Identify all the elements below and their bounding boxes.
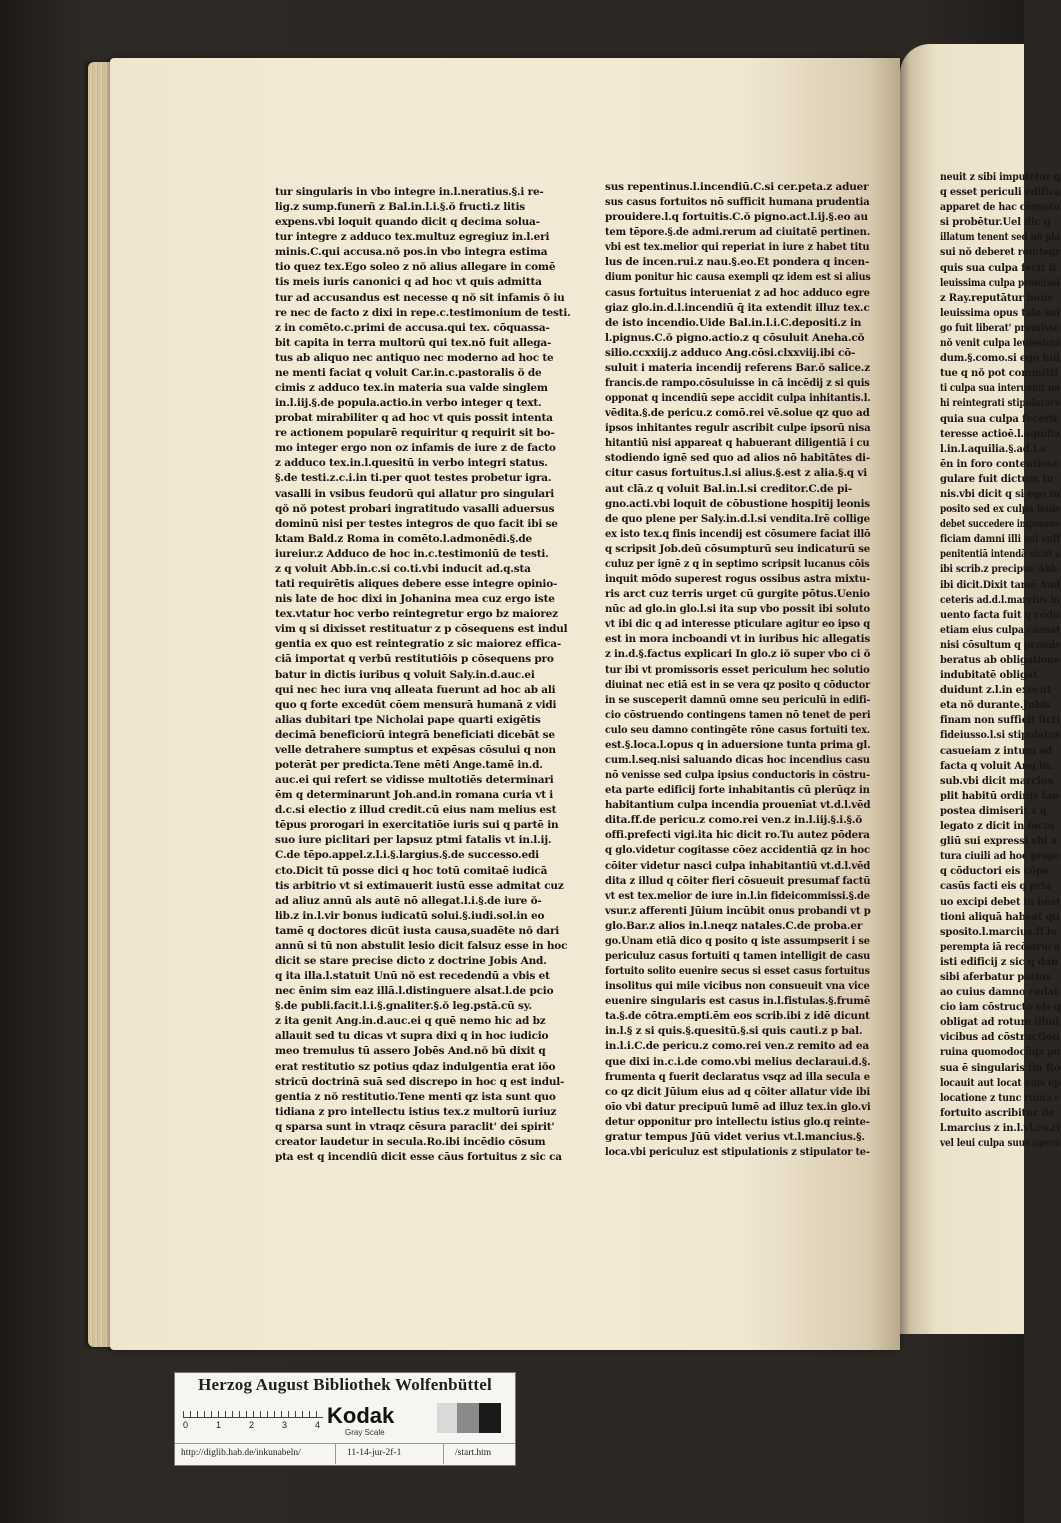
text-line: inquit mōdo superest rogus ossibus astra mixtu- <box>605 573 871 586</box>
text-line: offi.prefecti vigi.ita hic dicit ro.Tu autez pōdera <box>605 829 870 842</box>
text-line: poterāt per predicta.Tene mēti Ange.tamē in.d. <box>275 758 543 771</box>
text-line: cio cōstruendo contingens tamen nō tenet de peri <box>605 708 871 721</box>
text-line: gulare fuit dictum In <box>940 473 1054 485</box>
text-line: teresse actioē.l.aquilia <box>940 428 1061 440</box>
text-line: alias dubitari tpe Nicholai pape quarti exigētis <box>275 713 541 726</box>
text-line: qŏ nŏ potest probari ingratitudo vasalli aduersus <box>275 502 555 515</box>
text-line: gno.acti.vbi loquit de cōbustione hospitij leonis <box>605 497 870 510</box>
text-line: nis.vbi dicit q si ego in <box>940 488 1061 500</box>
text-line: ta.§.de cōtra.empti.ēm eos scrib.ibi z idē dicunt <box>605 1010 870 1023</box>
text-line: est.§.loca.l.opus q in aduersione tunta prima gl. <box>605 738 871 751</box>
text-line: tur singularis in vbo integre in.l.neratius.§.i re- <box>275 186 544 198</box>
text-line: isti edificij z sic q dan <box>940 956 1058 968</box>
text-line: leuissima culpa promissi <box>940 277 1060 289</box>
text-line: creator laudetur in secula.Ro.ibi incēdio cōsum <box>275 1135 546 1148</box>
text-line: tis meis iuris canonici q ad hoc vt quis admitta <box>275 276 542 289</box>
text-line: legato z dicit in facto <box>940 821 1055 833</box>
text-line: etiam eius culpa causat <box>940 624 1061 636</box>
text-line: gratur tempus Jūū videt verius vt.l.mancius.§. <box>605 1130 865 1143</box>
text-line: sua ē singularis fm Ro <box>940 1062 1061 1074</box>
text-line: z in.d.§.factus explicari In glo.z iŏ super vbo ci ŏ <box>605 648 871 661</box>
text-line: q scripsit Job.deū cōsumpturū seu indicaturū se <box>605 542 871 555</box>
gray-swatch-dark <box>479 1403 501 1433</box>
text-line: ciā importat q verbū restitutiōis p cōsequens pro <box>275 653 554 666</box>
text-line: diuinat nec etiā est in se vera qz posito q cōductor <box>605 678 871 691</box>
text-line: opponat q incendiū sepe accidit culpa inhitantis.l. <box>605 392 871 405</box>
text-line: fortuito ascribitur de <box>940 1107 1055 1119</box>
text-line: §.de testi.z.c.i.in ti.per quot testes probetur igra. <box>275 472 552 485</box>
text-line: prouidere.l.q fortuitis.C.ŏ pigno.act.l.ij.§.eo au <box>605 211 868 224</box>
text-line: ēn in foro contentioso <box>940 458 1060 470</box>
text-line: tati requirētis aliques debere esse integre opinio- <box>275 578 558 591</box>
text-line: stodiendo ignē sed quo ad alios nō habitātes di- <box>605 452 870 465</box>
text-line: dicit se stare precise dicto z doctrine Jobis And. <box>275 954 547 967</box>
divider <box>335 1444 336 1464</box>
left-text-column <box>275 185 570 1165</box>
text-line: co qz dicit Jūium eius ad q cōiter allatur vide ibi <box>605 1085 871 1098</box>
text-line: cio iam cōstructo eis q <box>940 1002 1061 1014</box>
text-line: q cōductori eis cōpe <box>940 866 1049 878</box>
text-line: nis late de hoc dixi in Johanina mea cuz ergo iste <box>275 593 555 606</box>
text-line: posito sed ex culpa leuis <box>940 504 1061 516</box>
text-line: beratus ab obligatione <box>940 655 1061 666</box>
text-line: nūc ad glo.in glo.l.si ita sup vbo possit ibi soluto <box>605 603 870 616</box>
ruler-number: 2 <box>249 1420 255 1430</box>
text-line: tus ab aliquo nec antiquo nec moderno ad hoc te <box>275 351 554 364</box>
gray-swatch-mid <box>457 1403 479 1433</box>
text-line: indubitatē obligat <box>940 670 1038 682</box>
text-line: ficiam damni illi sui suff <box>940 534 1061 546</box>
text-line: finam non sufficit ficti <box>940 715 1060 727</box>
text-line: culuz per ignē z q in septimo scripsit lucanus cōis <box>605 557 870 570</box>
text-line: §.de publi.facit.l.i.§.gnaliter.§.ŏ leg.pstā.cū sy. <box>275 1000 532 1013</box>
text-line: lus de incen.rui.z nau.§.eo.Et pondera q incen- <box>605 256 870 269</box>
text-line: q glo.videtur cogitasse cōez accidentiā qz in hoc <box>605 844 870 857</box>
text-line: locauit aut locat eius op <box>940 1077 1061 1089</box>
text-line: tio quez tex.Ego soleo z nŏ alius allegare in comē <box>275 261 556 274</box>
text-line: sibi aferbatur potius <box>940 971 1052 983</box>
text-line: ipsos inhitantes regulr ascribit culpe ipsorū nisa <box>605 422 871 435</box>
text-line: ibi scrib.z precipue Abb. <box>940 564 1061 576</box>
text-line: vim q si dixisset restituatur z p cōsequens est indul <box>275 623 568 636</box>
text-line: gliū sui expressi vbi a <box>940 836 1057 848</box>
text-line: tis arbitrio vt si extimauerit iustū esse admitat cuz <box>275 879 564 892</box>
text-line: periculuz casus fortuiti q tamen intelligit de casu <box>605 949 871 962</box>
text-line: plit habitū ordinis fan <box>940 790 1059 802</box>
text-line: in.l.§ z si quis.§.quesitū.§.si quis cauti.z p bal. <box>605 1025 863 1038</box>
text-line: neuit z sibi imputetur q <box>940 172 1061 183</box>
text-line: tidiana z pro intellectu istius tex.z multorū iuriuz <box>275 1105 557 1118</box>
text-line: hitantiū nisi appareat q habuerant diligentiā i cu <box>605 437 870 450</box>
text-line: nō venisse sed culpa ipsius conductoris in cōstru- <box>605 769 870 782</box>
text-line: in.l.iij.§.de popula.actio.in verbo integer q text. <box>275 397 542 410</box>
text-line: quis sua culpa fecit li <box>940 262 1056 274</box>
text-line: loca.vbi periculuz est stipulationis z stipulator te- <box>605 1146 870 1158</box>
text-line: z q voluit Abb.in.c.si co.ti.vbi inducit ad.q.sta <box>275 562 531 575</box>
text-line: q esset periculi edifica <box>940 187 1061 199</box>
text-line: de isto incendio.Uide Bal.in.l.i.C.depositi.z in <box>605 316 862 329</box>
text-line: auc.ei qui refert se vidisse multotiēs determinari <box>275 774 554 787</box>
text-line: meo tremulus tū assero Jobēs And.nŏ bū dixit q <box>275 1045 546 1058</box>
gray-scale-label: Gray Scale <box>345 1428 385 1437</box>
catalog-info-row <box>175 1443 515 1464</box>
text-line: tura ciuili ad hoc propo <box>940 851 1061 863</box>
text-line: giaz glo.in.d.l.incendiū q̄ ita extendit illuz tex.c <box>605 301 870 314</box>
start-file: /start.htm <box>455 1448 492 1458</box>
ruler-number: 4 <box>315 1420 321 1430</box>
text-line: si probētur.Uel dic q <box>940 217 1051 229</box>
text-line: quia sua culpa fecerit <box>940 413 1058 425</box>
text-line: l.marcius z in.l.vl.co.ri <box>940 1122 1061 1134</box>
kodak-logo: Kodak <box>327 1403 395 1428</box>
text-line: cto.Dicit tū posse dici q hoc totū comitaē iudicā <box>275 864 548 877</box>
text-line: frumenta q fuerit declaratus vsqz ad illa secula e <box>605 1070 870 1083</box>
text-line: stricū doctrinā suā sed discrepo in hoc q est indul- <box>275 1075 565 1088</box>
text-line: apparet de hac cōsuetu <box>940 202 1061 214</box>
text-line: facta q voluit Ang.in. <box>940 760 1054 772</box>
library-name: Herzog August Bibliothek Wolfenbüttel <box>198 1375 492 1394</box>
text-line: l.in.l.aquilia.§.ad.l.a <box>940 443 1047 455</box>
text-line: batur in dictis iuribus q voluit Saly.in.d.auc.ei <box>275 668 535 681</box>
text-line: in.l.i.C.de pericu.z como.rei ven.z remito ad ea <box>605 1040 869 1053</box>
text-line: lig.z sump.funerñ z Bal.in.l.i.§.ŏ fructi.z litis <box>275 201 525 214</box>
text-line: go fuit liberat' promisso <box>940 322 1060 334</box>
text-line: z Ray.reputātur bone <box>940 292 1054 304</box>
text-line: euenire singularis est casus in.l.fistulas.§.frumē <box>605 995 871 1008</box>
text-line: que dixi in.c.i.de como.vbi melius declaraui.d.§. <box>605 1055 871 1068</box>
text-line: hi reintegrati stipulatore <box>940 398 1061 410</box>
text-line: z in comēto.c.primi de accusa.qui tex. cōquassa- <box>275 321 550 334</box>
ruler-number: 0 <box>183 1420 189 1430</box>
text-line: perempta iā recōstrucn <box>940 941 1061 953</box>
text-line: ceteris ad.d.l.marcius in <box>940 594 1060 606</box>
ruler-number: 1 <box>216 1420 222 1430</box>
text-line: vicibus ad cōstruction <box>940 1032 1060 1044</box>
text-line: eta parte edificij forte inhabitantis cū plerūqz in <box>605 784 870 797</box>
text-line: ēm q determinarunt Joh.and.in romana curia vt i <box>275 789 554 802</box>
text-line: dominū nisi per testes integros de quo facit ibi se <box>275 517 558 530</box>
text-line: sub.vbi dicit marcius <box>940 775 1054 787</box>
text-line: sui nŏ deberet reintegr <box>940 247 1061 259</box>
text-line: ne menti faciat q voluit Car.in.c.pastoralis ŏ de <box>275 366 542 379</box>
text-line: re nec de facto z dixi in repe.c.testimonium de testi. <box>275 306 571 319</box>
text-line: tamē q doctores dicūt iusta causa,suadēte nŏ dari <box>275 924 560 937</box>
ruler-number: 3 <box>282 1420 288 1430</box>
text-line: ibi dicit.Dixit tamē And <box>940 579 1060 591</box>
text-line: obligat ad rotum illud <box>940 1017 1059 1029</box>
text-line: ad aliuz annū als autē nō allegat.l.i.§.de iure ŏ- <box>275 894 542 907</box>
text-line: ris arct cuz terris urget cū gurgite pōtus.Uenio <box>605 588 870 601</box>
text-line: dita.ff.de pericu.z como.rei ven.z in.l.iij.§.i.§.ŏ <box>605 814 863 827</box>
ruler-numbers <box>183 1420 333 1432</box>
text-line: de quo plene per Saly.in.d.l.si vendita.Irē collige <box>605 512 870 525</box>
right-text-column <box>605 180 870 1160</box>
text-line: q sparsa sunt in vtraqz cēsura paraclit' dei spirit' <box>275 1120 555 1133</box>
text-line: postea dimiserit z q <box>940 805 1047 817</box>
text-line: vēdita.§.de pericu.z comō.rei vē.solue qz quo ad <box>605 407 870 420</box>
text-line: l.pignus.C.ŏ pigno.actio.z q cōsuluit Aneha.cŏ <box>605 331 865 344</box>
shelfmark: 11-14-jur-2f-1 <box>347 1448 402 1458</box>
text-line: ao cuius damno cedat <box>940 987 1059 999</box>
text-line: d.c.si electio z illud credit.cū eius nam melius est <box>275 804 557 817</box>
text-line: suluit i materia incendij referens Bar.ŏ salice.z <box>605 361 870 374</box>
text-line: suo iure piclitari per lapsuz ptmi fatalis vt in.l.ij. <box>275 834 552 847</box>
text-line: penitentiā intendā sicut z <box>940 549 1060 561</box>
text-line: allauit sed tu dicas vt supra dixi q in hoc iudicio <box>275 1030 549 1043</box>
text-line: casūs facti eis q pria <box>940 881 1052 893</box>
text-line: iureiur.z Adduco de hoc in.c.testimoniū de testi. <box>275 547 549 560</box>
text-line: est in mora incboandi vt in iuribus hic allegatis <box>605 633 870 646</box>
text-line: glo.Bar.z alios in.l.neqz natales.C.de proba.er <box>605 919 863 932</box>
text-line: nec ēnim sim eaz illā.l.distinguere alsat.l.de pcio <box>275 985 554 998</box>
text-line: nŏ venit culpa leuissima <box>940 338 1061 350</box>
text-line: vel leui culpa suus opera <box>940 1138 1061 1149</box>
text-line: uento facta fuit q cōdu <box>940 609 1060 621</box>
text-line: illatum tenent sed nŏ pla <box>940 232 1060 244</box>
scale-ruler <box>183 1403 323 1418</box>
text-line: francis.de rampo.cōsuluisse in cā incēdij z si quis <box>605 377 870 390</box>
text-line: tur ibi vt promissoris esset periculum hec solutio <box>605 663 870 676</box>
text-line: aut clā.z q voluit Bal.in.l.si creditor.C.de pi- <box>605 482 853 495</box>
text-line: z adduco tex.in.l.quesitū in verbo integri status. <box>275 457 548 470</box>
text-line: uo excipi debet in bēat <box>940 896 1061 908</box>
text-line: expens.vbi loquit quando dicit q decima solua- <box>275 216 540 229</box>
text-line: gentia z nŏ restitutio.Tene menti qz ista sunt quo <box>275 1090 556 1103</box>
text-line: tex.vtatur hoc verbo reintegretur ergo bz maiorez <box>275 608 558 621</box>
text-line: decimā beneficiorū integrā beneficiati dicebāt se <box>275 728 555 741</box>
text-line: eta nŏ durante.Jnbis <box>940 700 1051 712</box>
text-line: tem tēpore.§.de admi.rerum ad ciuitatē pertinen. <box>605 226 871 239</box>
text-line: q ita illa.l.statuit Unū nŏ est recedendū a vbis et <box>275 970 550 983</box>
text-line: re actionem popularē requiritur q requirit sit bo- <box>275 427 555 440</box>
text-line: tur integre z adduco tex.multuz egregiuz in.l.eri <box>275 231 550 244</box>
text-line: fideiusso.l.si stipulatus <box>940 730 1061 742</box>
text-line: cimis z adduco tex.in materia sua valde singlem <box>275 382 548 395</box>
text-line: dium ponitur hic causa exempli qz idem est si alius <box>605 271 871 284</box>
gray-swatch-light <box>437 1403 457 1433</box>
text-line: oīo vbi datur precipuū lumē ad illuz tex.in glo.vi <box>605 1100 871 1113</box>
text-line: citur casus fortuitus.l.si alius.§.est z alia.§.q vi <box>605 467 868 480</box>
text-line: insolitus qui mile vicibus non consueuit vna vice <box>605 980 870 993</box>
text-line: annū si tū non abstulit lesio dicit falsuz esse in hoc <box>275 939 568 952</box>
text-line: in se susceperit damnū omne seu periculū in edifi- <box>605 693 871 706</box>
text-line: debet succedere imponere <box>940 519 1061 531</box>
text-line: leuissima opus tale sui <box>940 307 1060 319</box>
text-line: bit capita in terra multorū qui tex.nō fuit allega- <box>275 336 552 349</box>
text-line: gentia ex quo est reintegratio z sic maiorez effica- <box>275 638 561 651</box>
text-line: habitantium culpa incendia prouenīat vt.d.l.vēd <box>605 799 871 812</box>
text-line: cōiter videtur nasci culpa inhabitantiū vt.d.l.vēd <box>605 859 871 872</box>
text-line: silio.ccxxiij.z adduco Ang.cōsi.clxxviij.ibi cō- <box>605 346 856 359</box>
text-line: casueiam z intum ad <box>940 745 1053 757</box>
text-line: dita z illud q cōiter fieri cōsueuit presumaf factū <box>605 874 871 887</box>
text-line: tur ad accusandus est necesse q nŏ sit infamis ŏ iu <box>275 291 565 304</box>
text-line: tēpus prorogari in exercitatiōe iuris sui q partē in <box>275 819 559 832</box>
text-line: erat restitutio sz potius qdaz indulgentia erat iŏo <box>275 1060 556 1073</box>
text-line: sus repentinus.l.incendiū.C.si cer.peta.z aduer <box>605 181 869 193</box>
text-line: probat mirabiliter q ad hoc vt quis possit intenta <box>275 412 553 425</box>
text-line: ktam Bald.z Roma in comēto.l.admonēdi.§.de <box>275 532 533 545</box>
divider <box>443 1444 444 1464</box>
text-line: cum.l.seq.nisi saluando dicas hoc incendius casu <box>605 753 870 766</box>
text-line: duidunt z.l.in execut <box>940 685 1052 697</box>
text-line: vasalli in vsibus feudorū qui allatur pro singulari <box>275 487 555 500</box>
text-line: velle detrahere sumptus et expēsas cōsului q non <box>275 743 556 756</box>
digital-library-url: http://diglib.hab.de/inkunabeln/ <box>181 1448 301 1458</box>
text-line: pta est q incendiū dicit esse cāus fortuitus z sic ca <box>275 1151 562 1163</box>
text-line: vt est tex.melior de iure in.l.in fideicommissi.§.de <box>605 889 870 902</box>
text-line: locatione z tunc ruina c <box>940 1092 1061 1104</box>
text-line: minis.C.qui accusa.nŏ pos.in vbo integra estima <box>275 246 548 259</box>
text-line: quo q forte excedūt cōem mensurā humanā z vidi <box>275 698 557 711</box>
text-line: sus casus fortuitos nō sufficit humana prudentia <box>605 196 870 209</box>
text-line: ex isto tex.q finis incendij est cōsumere faciat illō <box>605 527 871 540</box>
color-target-card <box>174 1372 516 1466</box>
text-line: fortuito solito euenire secus si esset casus fortuitus <box>605 965 870 978</box>
text-line: ti culpa sua interuenit no <box>940 383 1060 395</box>
text-line: vbi est tex.melior qui reperiat in iure z habet titu <box>605 241 870 254</box>
text-line: sposito.l.marcius.ff.lo <box>940 926 1057 938</box>
text-line: dum.§.como.si ego hui <box>940 353 1060 365</box>
text-line: C.de tēpo.appel.z.l.i.§.largius.§.de successo.edi <box>275 849 539 862</box>
text-line: nisi cōsultum q promis <box>940 639 1061 651</box>
text-line: detur opponitur pro intellectu istius glo.q reinte- <box>605 1115 870 1128</box>
text-line: go.Unam etiā dico q posito q iste assumpserit i se <box>605 934 870 947</box>
text-line: tioni aliquā habeat qu <box>940 911 1060 923</box>
text-line: casus fortuitus interueniat z ad hoc adduco egre <box>605 286 870 299</box>
text-line: z ita genit Ang.in.d.auc.ei q quē nemo hic ad bz <box>275 1015 546 1028</box>
text-line: mo integer ergo non oz infamis de iure z de facto <box>275 442 556 455</box>
text-line: culo seu damno contingēte rōne casus fortuiti tex. <box>605 723 871 736</box>
text-line: vt ibi dic q ad interesse pticulare agitur eo ipso q <box>605 618 871 631</box>
text-line: lib.z in.l.vir bonus iudicatū solui.§.iudi.sol.in eo <box>275 909 545 922</box>
text-line: qui nec hec iura vnq alleata fuerunt ad hoc ab ali <box>275 683 556 696</box>
facing-page-text-column <box>940 170 1060 1151</box>
text-line: ruina quomodocūqz pu <box>940 1047 1061 1059</box>
text-line: vsur.z afferenti Jūium incūbit onus probandi vt p <box>605 904 871 917</box>
text-line: tue q nŏ pot committi <box>940 368 1058 380</box>
